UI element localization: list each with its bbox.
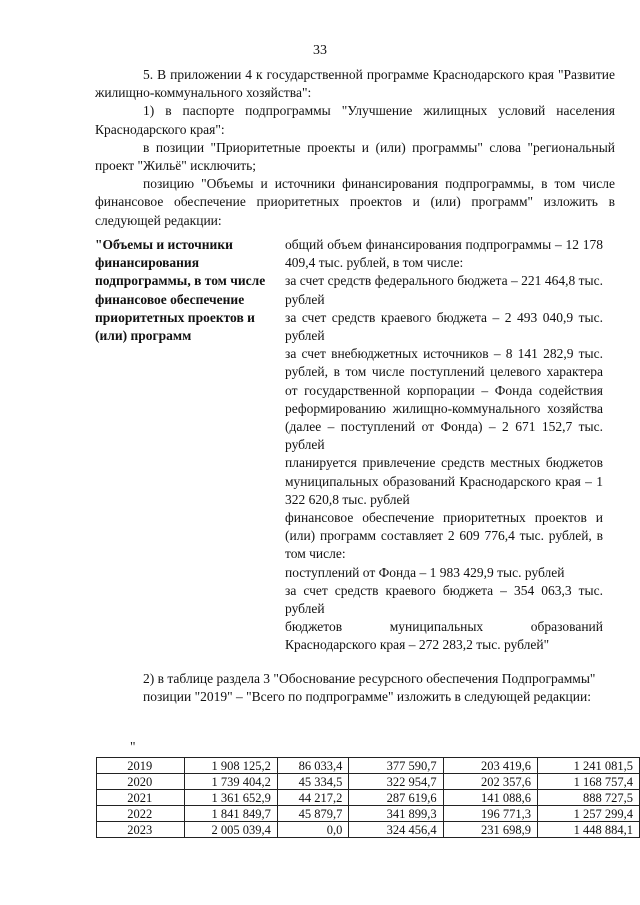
amount-cell: 44 217,2 bbox=[277, 790, 348, 806]
amount-cell: 1 908 125,2 bbox=[185, 758, 277, 774]
amount-cell: 203 419,6 bbox=[443, 758, 537, 774]
table-row bbox=[97, 822, 640, 838]
opening-quote: " bbox=[130, 739, 136, 754]
financing-line: финансовое обеспечение приоритетных проектов и (или) программ составляет 2 609 776,4 тыс. рублей, в том числе: bbox=[285, 510, 603, 562]
amount-cell: 287 619,6 bbox=[349, 790, 443, 806]
amount-cell: 45 334,5 bbox=[277, 774, 348, 790]
amount-cell: 1 361 652,9 bbox=[185, 790, 277, 806]
amount-cell: 231 698,9 bbox=[443, 822, 537, 838]
amount-cell: 141 088,6 bbox=[443, 790, 537, 806]
year-cell: 2022 bbox=[97, 806, 185, 822]
year-cell: 2023 bbox=[97, 822, 185, 838]
table-row bbox=[97, 758, 640, 774]
amount-cell: 86 033,4 bbox=[277, 758, 348, 774]
amount-cell: 1 841 849,7 bbox=[185, 806, 277, 822]
amount-cell: 1 168 757,4 bbox=[537, 774, 639, 790]
amount-cell: 196 771,3 bbox=[443, 806, 537, 822]
amount-cell: 0,0 bbox=[277, 822, 348, 838]
section-2 bbox=[95, 670, 615, 706]
financing-line: за счет средств краевого бюджета – 354 063,3 тыс. рублей bbox=[285, 582, 603, 617]
position-title: "Объемы и источники финансирования подпрограммы, в том числе финансовое обеспечение приоритетных проектов и (или) программ bbox=[95, 237, 266, 344]
page-number: 33 bbox=[313, 43, 327, 58]
amount-cell: 322 954,7 bbox=[349, 774, 443, 790]
paragraph: позицию "Объемы и источники финансирования подпрограммы, в том числе финансовое обеспечение приоритетных проектов и (или) программ" изложить в следующей редакции: bbox=[95, 176, 615, 228]
paragraph: 2) в таблице раздела 3 "Обоснование ресурсного обеспечения Подпрограммы" bbox=[143, 671, 596, 686]
financing-line: бюджетов муниципальных образований Краснодарского края – 272 283,2 тыс. рублей" bbox=[285, 619, 603, 653]
amount-cell: 1 739 404,2 bbox=[185, 774, 277, 790]
position-content bbox=[285, 236, 603, 655]
amount-cell: 202 357,6 bbox=[443, 774, 537, 790]
table-row bbox=[97, 806, 640, 822]
financing-line: поступлений от Фонда – 1 983 429,9 тыс. рублей bbox=[285, 564, 565, 580]
financing-line: планируется привлечение средств местных бюджетов муниципальных образований Краснодарского края – 1 322 620,8 тыс. рублей bbox=[285, 455, 603, 507]
intro-section bbox=[95, 66, 615, 230]
financing-line: за счет средств краевого бюджета – 2 493 040,9 тыс. рублей bbox=[285, 309, 603, 344]
amount-cell: 1 241 081,5 bbox=[537, 758, 639, 774]
financing-table bbox=[96, 757, 640, 838]
paragraph: 5. В приложении 4 к государственной программе Краснодарского края "Развитие жилищно-коммунального хозяйства": bbox=[95, 67, 615, 101]
paragraph: позиции "2019" – "Всего по подпрограмме" изложить в следующей редакции: bbox=[143, 689, 591, 705]
paragraph: 1) в паспорте подпрограммы "Улучшение жилищных условий населения Краснодарского края": bbox=[95, 103, 615, 137]
financing-line: за счет средств федерального бюджета – 221 464,8 тыс. рублей bbox=[285, 273, 603, 307]
financing-line: общий объем финансирования подпрограммы – 12 178 409,4 тыс. рублей, в том числе: bbox=[285, 237, 603, 271]
year-cell: 2019 bbox=[97, 758, 185, 774]
amount-cell: 2 005 039,4 bbox=[185, 822, 277, 838]
amount-cell: 341 899,3 bbox=[349, 806, 443, 822]
year-cell: 2020 bbox=[97, 774, 185, 790]
table-row bbox=[97, 790, 640, 806]
paragraph: в позиции "Приоритетные проекты и (или) программы" слова "региональный проект "Жильё" исключить; bbox=[95, 139, 615, 174]
amount-cell: 1 257 299,4 bbox=[537, 806, 639, 822]
amount-cell: 324 456,4 bbox=[349, 822, 443, 838]
amount-cell: 45 879,7 bbox=[277, 806, 348, 822]
amount-cell: 888 727,5 bbox=[537, 790, 639, 806]
year-cell: 2021 bbox=[97, 790, 185, 806]
financing-line: за счет внебюджетных источников – 8 141 282,9 тыс. рублей, в том числе поступлений целевого характера от государственной корпорации – Фонда содействия реформированию жилищно-коммунального хозяйства (далее – поступлений от Фонда) – 2 671 152,7 тыс. рублей bbox=[285, 346, 603, 453]
amount-cell: 377 590,7 bbox=[349, 758, 443, 774]
table-row bbox=[97, 774, 640, 790]
amount-cell: 1 448 884,1 bbox=[537, 822, 639, 838]
